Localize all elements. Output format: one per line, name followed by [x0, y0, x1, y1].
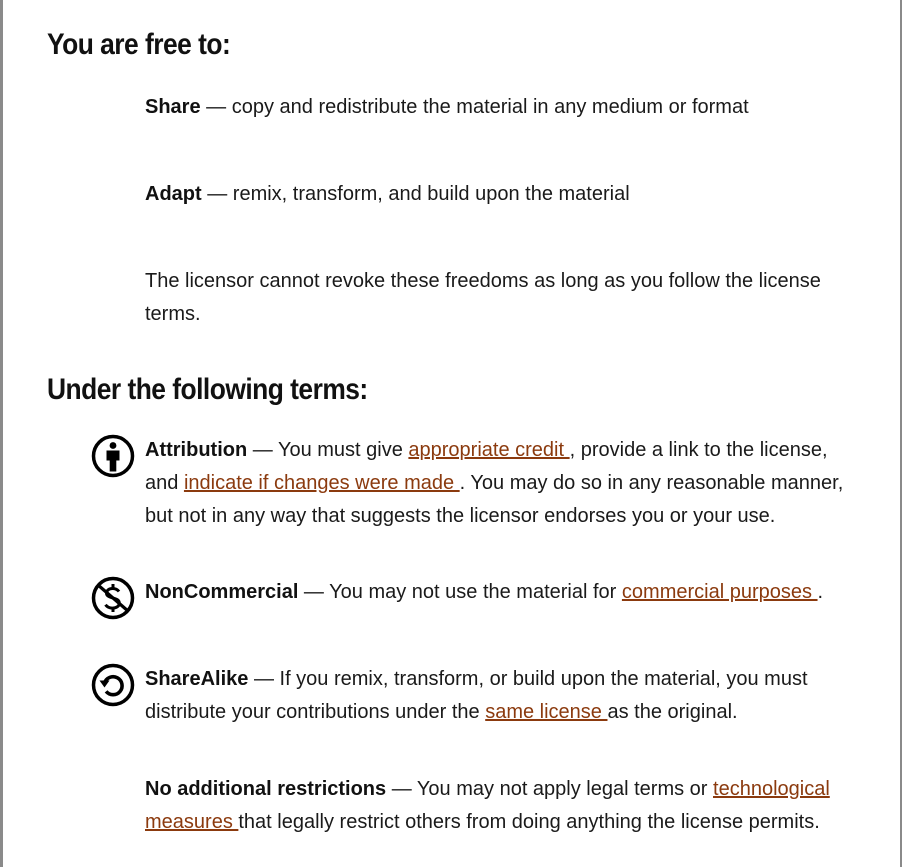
freedom-adapt-term: Adapt — [145, 183, 202, 205]
attribution-icon — [91, 434, 135, 478]
term-no-additional-restrictions — [145, 773, 857, 839]
freedom-adapt-text: remix, transform, and build upon the material — [232, 183, 630, 205]
term-attribution-text: , provide a link to the license, and — [145, 439, 828, 494]
term-sharealike-text: If you remix, transform, or build upon the material, you must distribute your contributions under the — [145, 668, 808, 723]
term-noncommercial-title: NonCommercial — [145, 581, 299, 603]
term-attribution — [145, 434, 857, 533]
term-noncommercial-text: You may not use the material for — [329, 581, 622, 603]
same-license-link[interactable]: same license — [485, 701, 608, 723]
term-noncommercial-text: . — [817, 581, 824, 603]
dash: — — [200, 96, 232, 118]
window-border-left — [0, 0, 3, 867]
dash: — — [201, 183, 233, 205]
term-attribution-title: Attribution — [145, 439, 248, 461]
technological-measures-link[interactable]: technological measures — [145, 778, 830, 833]
term-attribution-text: You must give — [277, 439, 409, 461]
freedom-adapt — [145, 178, 857, 211]
freedom-share — [145, 91, 857, 124]
term-restrictions-title: No additional restrictions — [145, 778, 387, 800]
section-heading-terms: Under the following terms: — [47, 373, 368, 406]
dash: — — [298, 581, 330, 603]
term-sharealike-text: as the original. — [607, 701, 738, 723]
section-heading-free: You are free to: — [47, 28, 231, 61]
term-sharealike-title: ShareAlike — [145, 668, 249, 690]
indicate-changes-link[interactable]: indicate if changes were made — [183, 472, 460, 494]
appropriate-credit-link[interactable]: appropriate credit — [408, 439, 570, 461]
term-noncommercial — [145, 576, 857, 609]
dash: — — [248, 668, 280, 690]
term-sharealike — [145, 663, 845, 729]
sharealike-icon — [91, 663, 135, 707]
term-attribution-text: . You may do so in any reasonable manner, but not in any way that suggests the licensor endorses you or your use. — [145, 472, 844, 527]
freedom-note: The licensor cannot revoke these freedoms as long as you follow the license terms. — [145, 270, 821, 325]
noncommercial-icon — [91, 576, 135, 620]
freedom-share-text: copy and redistribute the material in any medium or format — [231, 96, 749, 118]
dash: — — [386, 778, 417, 800]
term-restrictions-text: that legally restrict others from doing anything the license permits. — [238, 811, 820, 833]
term-restrictions-text: You may not apply legal terms or — [416, 778, 714, 800]
freedom-share-term: Share — [145, 96, 201, 118]
dash: — — [247, 439, 278, 461]
commercial-purposes-link[interactable]: commercial purposes — [621, 581, 818, 603]
